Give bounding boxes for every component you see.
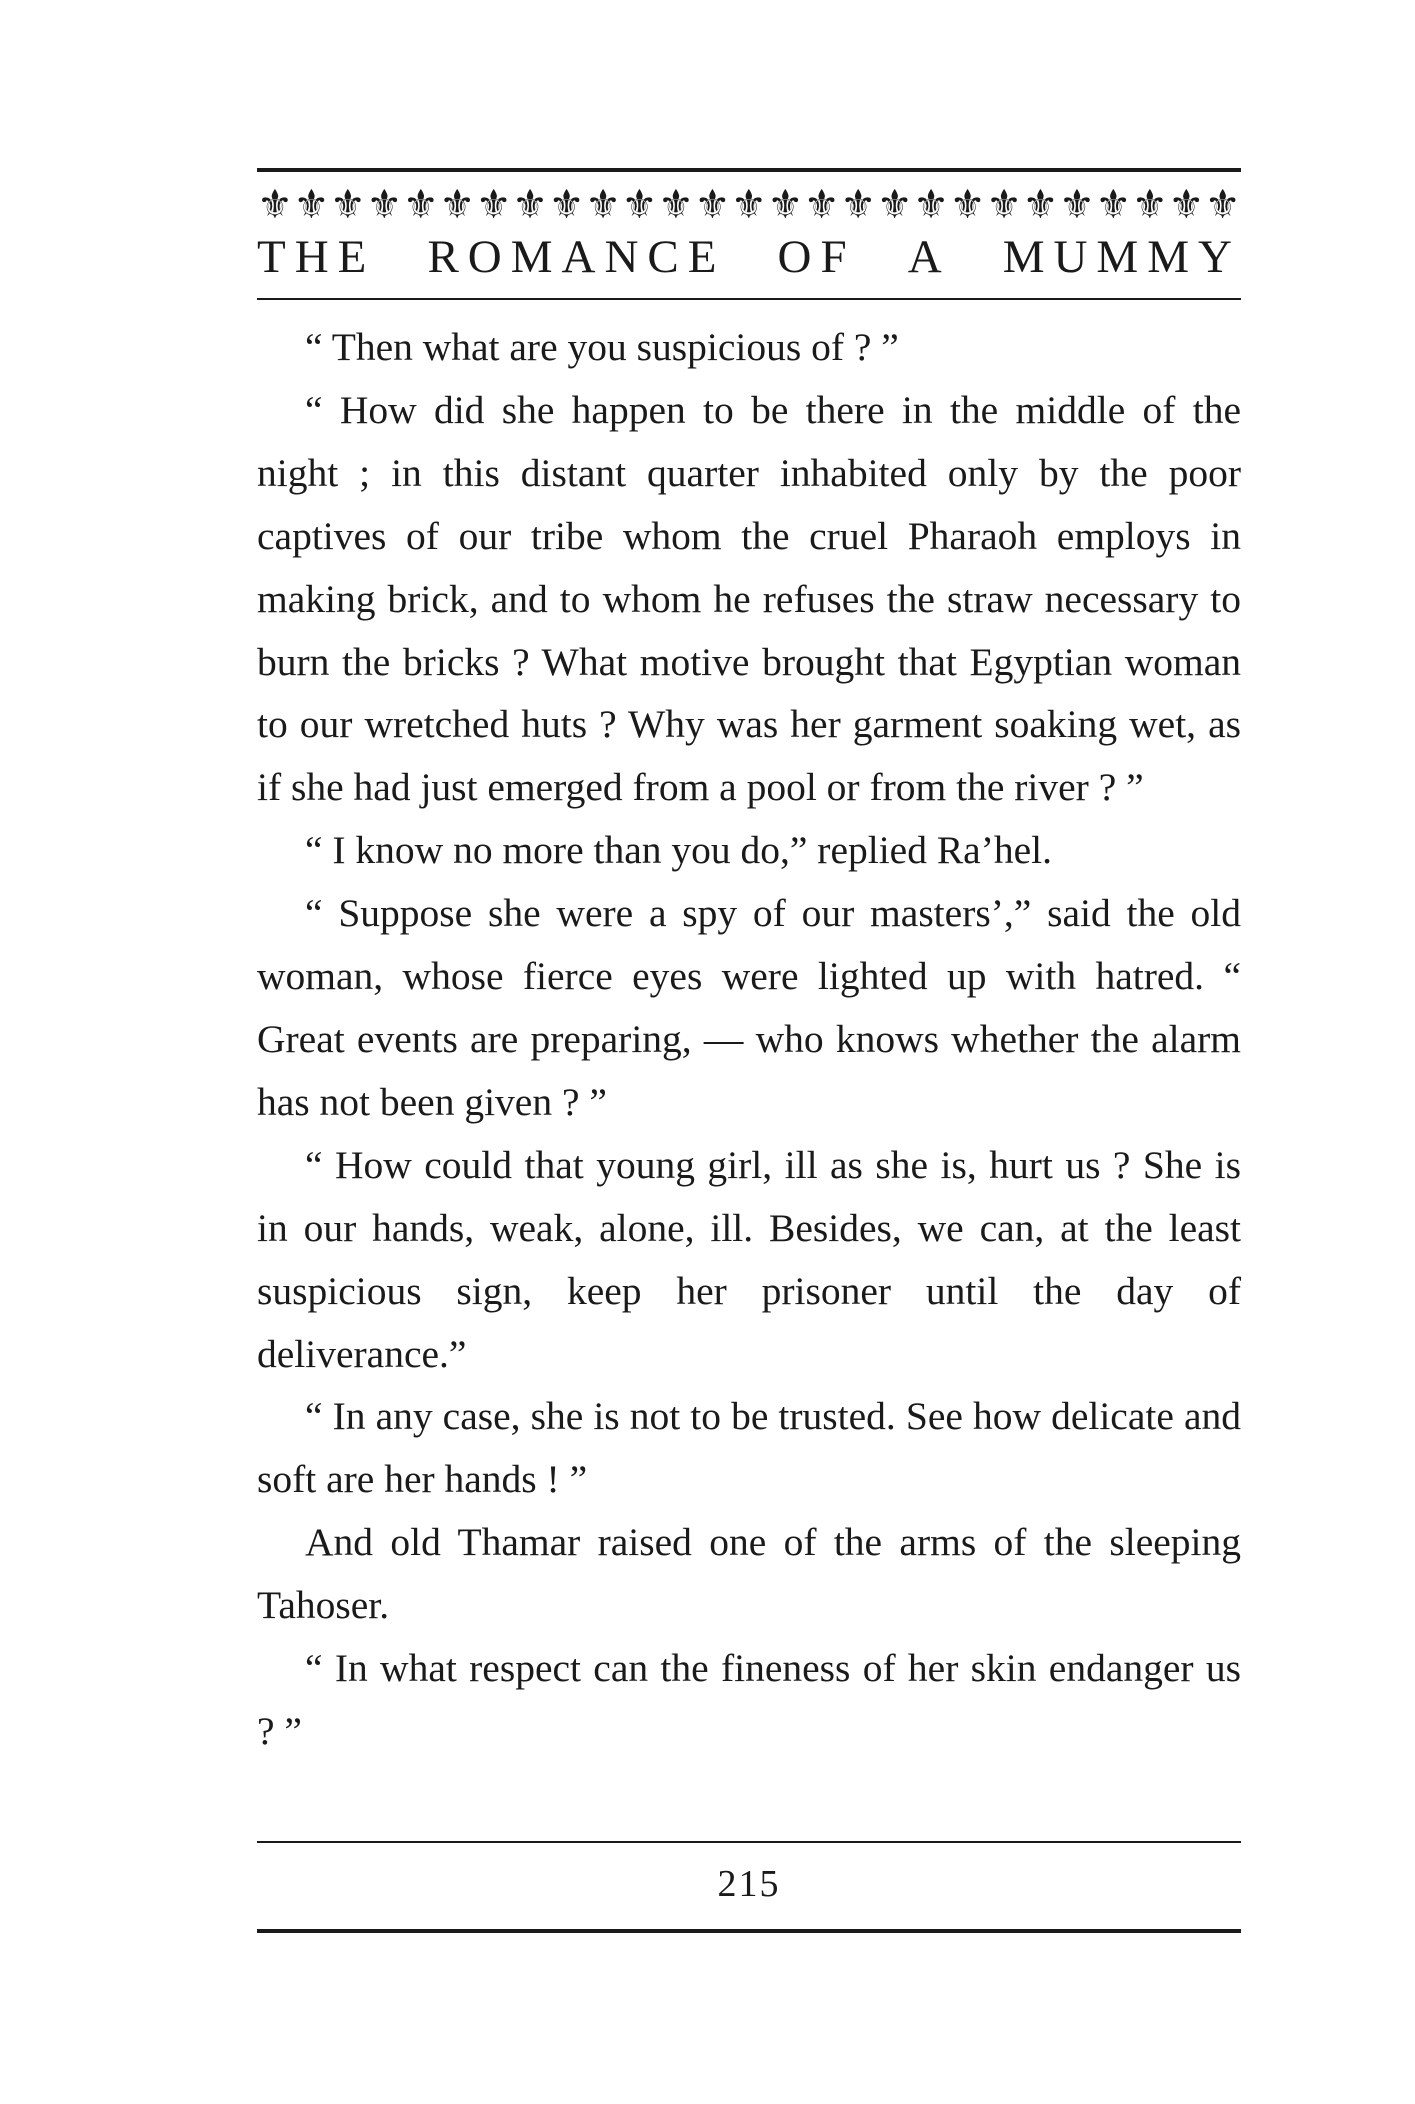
fleuron-icon: ⚜ [439,182,476,228]
fleuron-icon: ⚜ [329,182,366,228]
fleuron-icon: ⚜ [876,182,913,228]
paragraph: And old Thamar raised one of the arms of the sleeping Tahoser. [257,1520,1241,1628]
page-header [257,168,1241,1763]
paragraph: “ In what respect can the fineness of her skin endanger us ? ” [257,1646,1241,1753]
body-text [257,316,1241,1763]
fleuron-icon: ⚜ [803,182,840,228]
fleuron-icon: ⚜ [1204,182,1241,228]
running-head-word: THE [257,231,376,283]
fleuron-icon: ⚜ [1095,182,1132,228]
fleuron-icon: ⚜ [730,182,767,228]
paragraph: “ Suppose she were a spy of our masters’,” said the old woman, whose fierce eyes were lighted up with hatred. “ Great events are preparing, — who knows whether the alarm has not been given ? ” [257,891,1241,1124]
header-top-rule [257,168,1241,172]
fleuron-icon: ⚜ [293,182,330,228]
paragraph: “ Then what are you suspicious of ? ” [305,325,899,369]
page-footer [257,1841,1241,1933]
fleuron-icon: ⚜ [913,182,950,228]
fleuron-icon: ⚜ [512,182,549,228]
fleuron-icon: ⚜ [475,182,512,228]
page-number: 215 [717,1863,781,1905]
paragraph: “ How could that young girl, ill as she is, hurt us ? She is in our hands, weak, alone, ill. Besides, we can, at the least suspicious sign, keep her prisoner until the day of deliverance.” [257,1142,1241,1376]
fleuron-icon: ⚜ [548,182,585,228]
fleuron-icon: ⚜ [694,182,731,228]
paragraph: “ In any case, she is not to be trusted. See how delicate and soft are her hands ! ” [257,1394,1241,1502]
footer-bottom-rule [257,1929,1241,1933]
fleuron-icon: ⚜ [402,182,439,228]
fleuron-icon: ⚜ [1168,182,1205,228]
fleuron-icon: ⚜ [767,182,804,228]
paragraph: “ I know no more than you do,” replied Ra’hel. [305,828,1052,873]
running-head-word: A [907,231,951,283]
header-bottom-rule [257,298,1241,300]
fleuron-icon: ⚜ [366,182,403,228]
footer-top-rule [257,1841,1241,1843]
running-head-word: ROMANCE [427,231,726,283]
fleuron-icon: ⚜ [1131,182,1168,228]
paragraph: “ How did she happen to be there in the middle of the night ; in this distant quarter inhabited only by the poor captives of our tribe whom the cruel Pharaoh employs in making brick, and to whom he refuses the straw necessary to burn the bricks ? What motive brought that Egyptian woman to our wretched huts ? Why was her garment soaking wet, as if she had just emerged from a pool or from the river ? ” [257,387,1241,810]
fleuron-icon: ⚜ [1058,182,1095,228]
fleuron-icon: ⚜ [1022,182,1059,228]
running-head [257,230,1241,284]
fleuron-icon: ⚜ [657,182,694,228]
running-head-word: MUMMY [1002,231,1241,283]
running-head-word: OF [777,231,856,283]
fleuron-icon: ⚜ [585,182,621,228]
ornament-row [257,182,1241,228]
fleuron-icon: ⚜ [257,182,293,228]
fleuron-icon: ⚜ [840,182,877,228]
fleuron-icon: ⚜ [621,182,658,228]
fleuron-icon: ⚜ [949,182,986,228]
fleuron-icon: ⚜ [986,182,1022,228]
